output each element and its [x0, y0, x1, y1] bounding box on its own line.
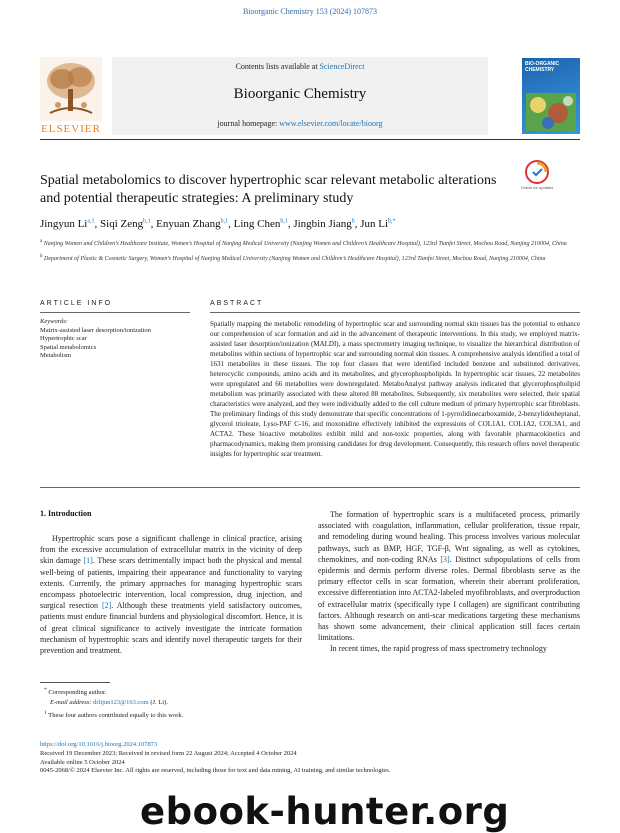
- paragraph: In recent times, the rapid progress of mass spectrometry technology: [330, 644, 547, 654]
- keywords-block: [40, 318, 190, 361]
- author-name[interactable]: Jingbin Jiang: [293, 218, 352, 230]
- contents-prefix: Contents lists available at: [235, 62, 320, 71]
- affiliation-mark: a: [40, 239, 43, 244]
- paragraph-text: . These scars detrimentally impact both the physical and mental well-being of patients, impairing their appearance and functionality to varying extents. Currently, the primary approaches for managing hypertrophic scars encompass photoelectric intervention, local compression, drug injection, and surgical resection: [40, 556, 302, 611]
- homepage-prefix: journal homepage:: [217, 119, 280, 128]
- cover-artwork: [526, 93, 576, 131]
- check-for-updates-label: Check for updates: [520, 185, 554, 190]
- footnote-text: These four authors contributed equally to this work.: [48, 712, 184, 720]
- author-name[interactable]: Jingyun Li: [40, 218, 88, 230]
- keyword: Spatial metabolomics: [40, 343, 97, 351]
- footnote-mark: 1: [44, 710, 47, 717]
- email-note: [40, 698, 302, 708]
- paragraph: [318, 509, 580, 643]
- publisher-name: ELSEVIER: [41, 123, 101, 135]
- paragraph-text: Hypertrophic scars pose a significant challenge in clinical practice, arising from the excessive accumulation of extracellular matrix in the vicinity of deep skin damage: [40, 534, 302, 566]
- article-info-heading: ARTICLE INFO: [40, 300, 113, 307]
- article-info-rule: [40, 312, 190, 313]
- affiliation-mark: b: [40, 254, 43, 259]
- author-affiliation-mark[interactable]: b: [351, 218, 355, 225]
- journal-reference[interactable]: Bioorganic Chemistry 153 (2024) 107873: [242, 7, 378, 16]
- keywords-heading: Keywords:: [40, 318, 68, 325]
- author-name[interactable]: Jun Li: [360, 218, 389, 230]
- body-column-right: [318, 509, 580, 655]
- abstract-text: Spatially mapping the metabolic remodeling of hypertrophic scar and surrounding normal skin tissues has the potential to enhance our comprehension of scar formation and aid in the advancement of therapeutic interventions. In this study, we employed matrix-assisted laser desorption/ionization (MALDI), a mass spectrometry imaging technique, to visualize the hierarchical distribution of metabolites within sections of hypertrophic scar and surrounding normal skin tissues. A comprehensive analysis identified a total of 1631 metabolites in these tissues. The top four classes that were identified included benzene and substituted derivatives, heterocyclic compounds, amino acids and its metabolites, and glycerophospholipids. In hypertrophic scar tissues, 22 metabolites were upregulated and 66 metabolites were downregulated. MetaboAnalyst pathway analysis indicated that glycerophospholipid metabolism was primarily associated with these altered 88 metabolites. Subsequently, six metabolites were selected, their spatial characteristics were analyzed, and they were individually added to the cell culture medium of primary hypertrophic scar fibroblasts. The preliminary findings of this study demonstrate that specific concentrations of 1-pyrrolidinecarboxamide, 2-benzylidenheptanal, glycerol trioleate, Lyso-PAF C-16, and moxonidine effectively inhibited the expressions of COL1A1, COL1A2, COL3A1, and ACTA2. These bioactive metabolites exhibit mild and non-toxic properties, along with favorable pharmacokinetics and pharmacodynamics, making them promising candidates for drug development. Consequently, this research offers novel therapeutic insights for hypertrophic scar treatment.: [210, 320, 580, 458]
- affiliations: [40, 237, 580, 267]
- keyword: Metabolism: [40, 352, 72, 359]
- publication-metadata: [40, 741, 580, 776]
- masthead-rule: [40, 139, 580, 140]
- journal-masthead: [40, 57, 580, 137]
- footnote-rule: [40, 682, 110, 683]
- homepage-line: [112, 119, 488, 128]
- masthead-info-panel: [112, 57, 488, 135]
- author-name[interactable]: Enyuan Zhang: [156, 218, 221, 230]
- available-online: Available online 5 October 2024: [40, 758, 125, 766]
- affiliation: [40, 237, 580, 249]
- author-name[interactable]: Siqi Zeng: [100, 218, 144, 230]
- keyword: Matrix-assisted laser desorption/ionization: [40, 326, 151, 334]
- check-for-updates-icon[interactable]: [522, 158, 552, 188]
- elsevier-tree-logo: [40, 57, 102, 133]
- watermark-text: ebook-hunter.org: [140, 790, 510, 833]
- abstract-rule: [210, 312, 580, 313]
- footnote-text: Corresponding author.: [48, 689, 107, 697]
- email-label: E-mail address:: [50, 699, 94, 707]
- copyright-line: 0045-2068/© 2024 Elsevier Inc. All rights are reserved, including those for text and data mining, AI training, and similar technologies.: [40, 767, 391, 775]
- paragraph: [40, 533, 302, 656]
- sciencedirect-link[interactable]: ScienceDirect: [319, 62, 365, 71]
- corresponding-author-note: [40, 685, 302, 698]
- affiliation: [40, 252, 580, 264]
- affiliation-text: Department of Plastic & Cosmetic Surgery, Women’s Hospital of Nanjing Medical University (Nanjing Women and Children’s Healthcare Hospital), 123rd Tianfei Street, Mochou Road, Nanjing 210004, China: [44, 256, 546, 262]
- email-link[interactable]: drlijun123@163.com: [93, 699, 149, 707]
- abstract-heading: ABSTRACT: [210, 300, 264, 307]
- contents-line: [112, 62, 488, 71]
- received-dates: Received 19 December 2023; Received in revised form 22 August 2024; Accepted 4 October 2024: [40, 749, 297, 757]
- introduction-heading: 1. Introduction: [40, 509, 92, 518]
- cover-title: BIO-ORGANIC CHEMISTRY: [525, 61, 560, 73]
- keyword: Hypertrophic scar: [40, 335, 87, 342]
- affiliation-text: Nanjing Women and Children’s Healthcare Institute, Women’s Hospital of Nanjing Medical University (Nanjing Women and Children’s Healthcare Hospital), 123rd Tianfei Street, Mochou Road, Nanjing 210004, China: [43, 241, 567, 247]
- footnote-mark: *: [44, 687, 47, 693]
- email-suffix: (J. Li).: [148, 699, 168, 707]
- paragraph-text: The formation of hypertrophic scars is a multifaceted process, primarily associated with coagulation, inflammation, cellular proliferation, tissue repair, and remodeling during wound healing. This process involves various molecular pathways, such as BMP, HGF, TGF-β, Wnt signaling, as well as cytokines, chemokines, and non-coding RNAs: [318, 510, 580, 564]
- author-list: Jingyun Li$^{a,1}$, Siqi Zeng$^{b,1}$, Enyuan Zhang$^{b,1}$, Ling Chen$^{b,1}$, Jingbin Jiang$^b$, Jun $Li^{b,*}$: [40, 218, 396, 230]
- abstract-bottom-rule: [40, 487, 580, 488]
- journal-title: Bioorganic Chemistry: [233, 86, 367, 102]
- author-affiliation-mark[interactable]: b,1: [143, 218, 151, 225]
- author-affiliation-mark[interactable]: b,*: [388, 218, 396, 225]
- author-affiliation-mark[interactable]: b,1: [280, 218, 288, 225]
- citation-link[interactable]: [2]: [101, 601, 112, 611]
- doi-link[interactable]: https://doi.org/10.1016/j.bioorg.2024.107873: [40, 741, 158, 748]
- citation-link[interactable]: [1]: [83, 556, 93, 566]
- paragraph-text: . Although these treatments yield satisfactory outcomes, patients must endure financial burdens and physiological discomfort. Hence, it is of great clinical significance to actively investigate the intricate formation mechanism of hypertrophic scars and identify novel therapeutic targets for their prevention and treatment.: [40, 601, 302, 656]
- body-column-left: [40, 533, 302, 656]
- journal-homepage-link[interactable]: www.elsevier.com/locate/bioorg: [279, 119, 383, 128]
- footnotes: [40, 685, 302, 721]
- author-affiliation-mark[interactable]: b,1: [220, 218, 229, 225]
- author-name[interactable]: Ling Chen: [233, 218, 281, 230]
- author-affiliation-mark[interactable]: a,1: [87, 218, 95, 225]
- equal-contribution-note: [40, 708, 302, 721]
- paragraph-text: . Distinct subpopulations of cells from epidermis and dermis perform diverse roles. Dermal fibroblasts serve as the primary effector cells in scar formation, wherein their aberrant proliferation, excessive differentiation into ACTA2-labeled myofibroblasts, and overproduction of extracellular matrix (specifically type I collagen) are significant contributing factors. Although research on anti-scar medications targeting these mechanisms has shown some advancement, their clinical application still faces certain limitations.: [318, 554, 580, 643]
- journal-cover-image: [522, 58, 580, 134]
- citation-link[interactable]: [3]: [440, 554, 450, 564]
- article-title: Spatial metabolomics to discover hypertrophic scar relevant metabolic alterations and potential therapeutic strategies: A preliminary study: [40, 173, 497, 206]
